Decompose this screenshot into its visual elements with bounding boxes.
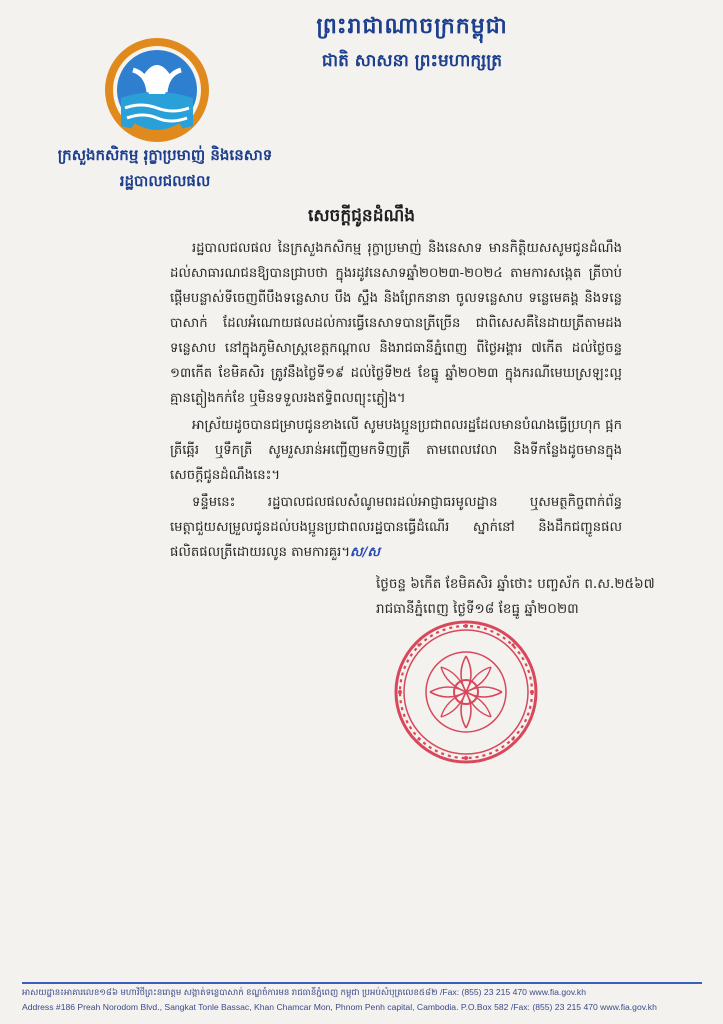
footer-address-en: Address #186 Preah Norodom Blvd., Sangkat Tonle Bassac, Khan Chamcar Mon, Phnom Penh capital, Cambodia. P.O.Box 582 /Fax: (855) 23 215 470 www.fia.gov.kh [22,1002,657,1012]
paragraph-1: រដ្ឋបាលជលផល នៃក្រសួងកសិកម្ម រុក្ខាប្រមាញ់ និងនេសាទ មានកិត្តិយសសូមជូនដំណឹងដល់សាធារណជនឱ្យបានជ្រាបថា ក្នុងរដូវនេសាទឆ្នាំ២០២៣-២០២៤ តាមការសង្កេត ត្រីចាប់ផ្ដើមបន្លាស់ទីចេញពីបឹងទន្លេសាប បឹង ស្ទឹង និងព្រែកនានា ចូលទន្លេសាប ទន្លេមេគង្គ និងទន្លេបាសាក់ ដែលអំណោយផលដល់ការធ្វើនេសាទបានត្រីច្រើន ជាពិសេសគឺនៃដាយត្រីតាមដងទន្លេសាប នៅក្នុងភូមិសាស្ត្រខេត្តកណ្ដាល និងរាជធានីភ្នំពេញ ពីថ្ងៃអង្គារ ៧កើត ដល់ថ្ងៃចន្ទ ១៣កើត ខែមិគសិរ ត្រូវនឹងថ្ងៃទី១៩ ដល់ថ្ងៃទី២៥ ខែធ្នូ ឆ្នាំ២០២៣ ក្នុងករណីមេឃស្រឡះល្អ គ្មានភ្លៀងកក់ខែ ឬមិនទទួលរងឥទ្ធិពលព្យុះភ្លៀង។ [170,241,622,406]
footer-address-km: អាសយដ្ឋាន៖អាគារលេខ១៨៦ មហាវិថីព្រះនរោត្តម សង្កាត់ទន្លេបាសាក់ ខណ្ឌចំការមន រាជធានីភ្នំពេញ កម្ពុជា ប្រអប់សំបុត្រលេខ៥៨២ /Fax: (855) 23 215 470 www.fia.gov.kh [22,987,587,997]
footer-divider [22,982,702,984]
ministry-emblem-icon [103,36,211,144]
kingdom-header [262,12,562,75]
ministry-name: ក្រសួងកសិកម្ម រុក្ខាប្រមាញ់ និងនេសាទ [57,146,273,164]
paragraph-2: អាស្រ័យដូចបានជម្រាបជូនខាងលើ សូមបងប្អូនប្រជាពលរដ្ឋដែលមានបំណងធ្វើប្រហុក ផ្អក ត្រីឆ្អើរ ឬទឹកត្រី សូមរួសរាន់អញ្ជើញមកទិញត្រី តាមពេលវេលា និងទីកន្លែងដូចមានក្នុងសេចក្ដីជូនដំណឹងនេះ។ [170,418,622,483]
solar-date: រាជធានីភ្នំពេញ ថ្ងៃទី១៨ ខែធ្នូ ឆ្នាំ២០២៣ [376,601,579,617]
paragraph-3-text: ទន្ទឹមនេះ រដ្ឋបាលជលផលសំណូមពរដល់អាជ្ញាធរមូលដ្ឋាន ឬសមត្ថកិច្ចពាក់ព័ន្ធ មេត្តាជួយសម្រួលជូនដល់បងប្អូនប្រជាពលរដ្ឋបានធ្វើដំណើរ ស្នាក់នៅ និងដឹកជញ្ជូនផល ផលិតផលត្រីដោយរលូន តាមការគួរ។ [170,495,622,560]
official-seal-icon [392,618,540,766]
department-name: រដ្ឋបាលជលផល [119,172,211,190]
kingdom-title: ព្រះរាជាណាចក្រកម្ពុជា [316,13,508,39]
paragraph-3 [170,490,622,565]
signature-initials: ស/ស [350,545,380,560]
ministry-header [30,146,300,194]
document-body [170,236,622,567]
footer [22,985,702,1015]
lunar-date: ថ្ងៃចន្ទ ៦កើត ខែមិគសិរ ឆ្នាំថោះ បញ្ចស័ក ព.ស.២៥៦៧ [376,576,655,592]
date-block [376,572,676,622]
kingdom-motto: ជាតិ សាសនា ព្រះមហាក្សត្រ [321,51,503,71]
document-title: សេចក្ដីជូនដំណឹង [307,206,416,226]
